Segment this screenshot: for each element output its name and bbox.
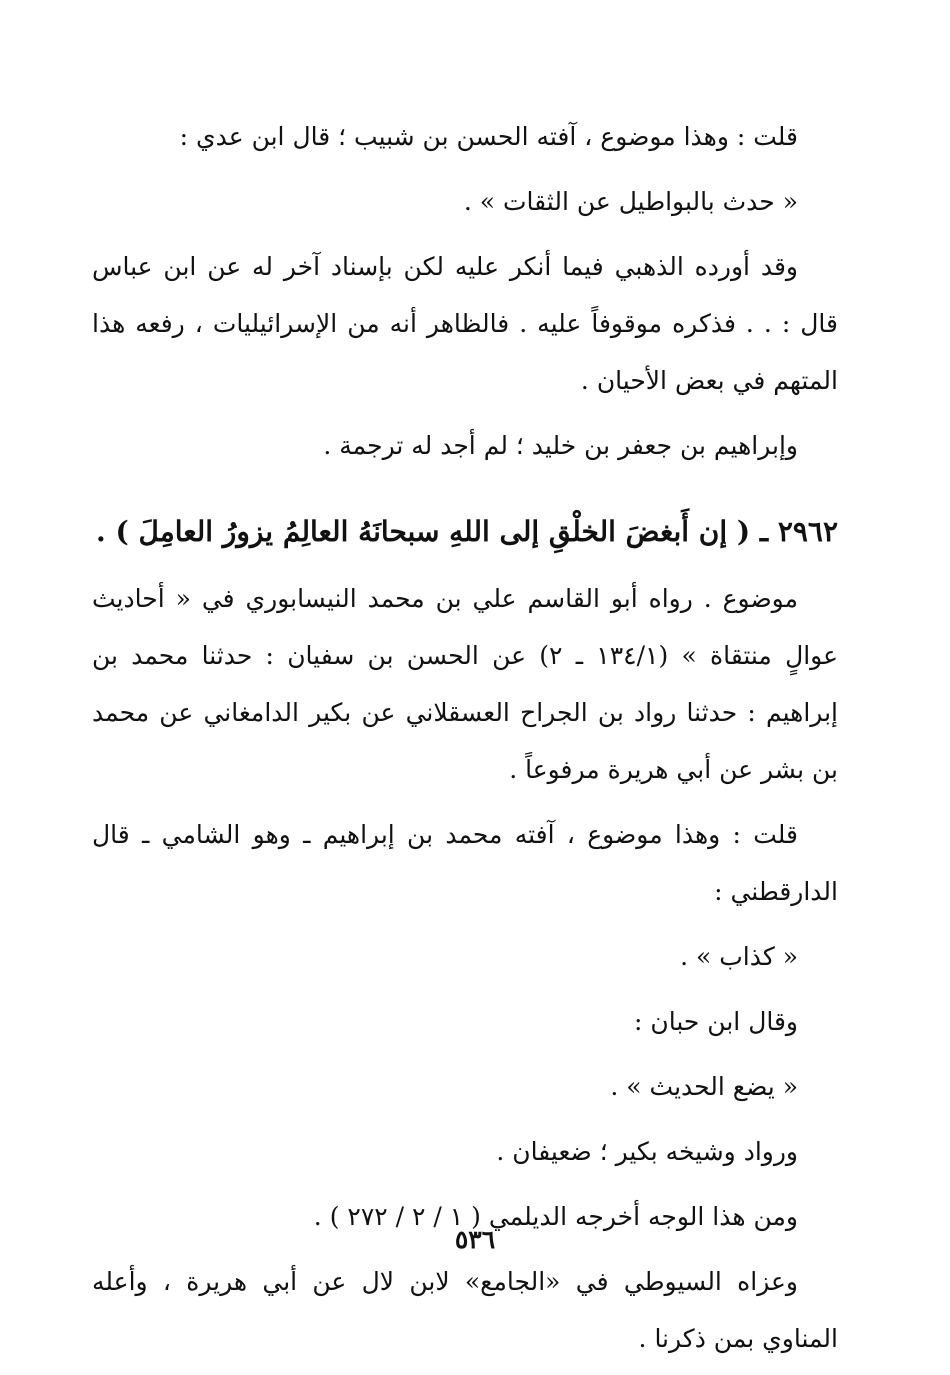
- quote-bawatil: « حدث بالبواطيل عن الثقات » .: [463, 187, 798, 216]
- quote-yada-al-hadith: « يضع الحديث » .: [610, 1072, 798, 1101]
- paragraph-suyuti: وعزاه السيوطي في «الجامع» لابن لال عن أبي هريرة ، وأعله المناوي بمن ذكرنا .: [92, 1267, 838, 1353]
- quote-kadhdhab: « كذاب » .: [680, 942, 798, 971]
- paragraph-ibrahim-jafar: وإبراهيم بن جعفر بن خليد ؛ لم أجد له ترجمة .: [323, 431, 798, 460]
- paragraph-dhahabi: وقد أورده الذهبي فيما أنكر عليه لكن بإسناد آخر له عن ابن عباس قال : . . فذكره موقوفاً عليه . فالظاهر أنه من الإسرائيليات ، رفعه هذا المتهم في بعض الأحيان .: [92, 252, 838, 395]
- paragraph-rawwad: ورواد وشيخه بكير ؛ ضعيفان .: [496, 1137, 798, 1166]
- page-body: [92, 108, 838, 1375]
- paragraph-daraqutni: قلت : وهذا موضوع ، آفته محمد بن إبراهيم ـ وهو الشامي ـ قال الدارقطني :: [92, 820, 838, 906]
- hadith-heading-2962: ٢٩٦٢ ـ ( إن أَبغضَ الخلْقِ إلى اللهِ سبحانَهُ العالِمُ يزورُ العامِلَ ) .: [96, 515, 838, 548]
- page-number: ٥٣٦: [454, 1225, 496, 1254]
- paragraph-daylami: ومن هذا الوجه أخرجه الديلمي ( ١ / ٢ / ٢٧٢ ) .: [313, 1202, 798, 1231]
- paragraph-ibn-adi: قلت : وهذا موضوع ، آفته الحسن بن شبيب ؛ قال ابن عدي :: [179, 122, 798, 151]
- paragraph-mawdu-narration: موضوع . رواه أبو القاسم علي بن محمد النيسابوري في « أحاديث عوالٍ منتقاة » (١٣٤/١ ـ ٢) عن الحسن بن سفيان : حدثنا محمد بن إبراهيم : حدثنا رواد بن الجراح العسقلاني عن بكير الدامغاني عن محمد بن بشر عن أبي هريرة مرفوعاً .: [92, 584, 839, 784]
- paragraph-ibn-hibban: وقال ابن حبان :: [634, 1007, 798, 1036]
